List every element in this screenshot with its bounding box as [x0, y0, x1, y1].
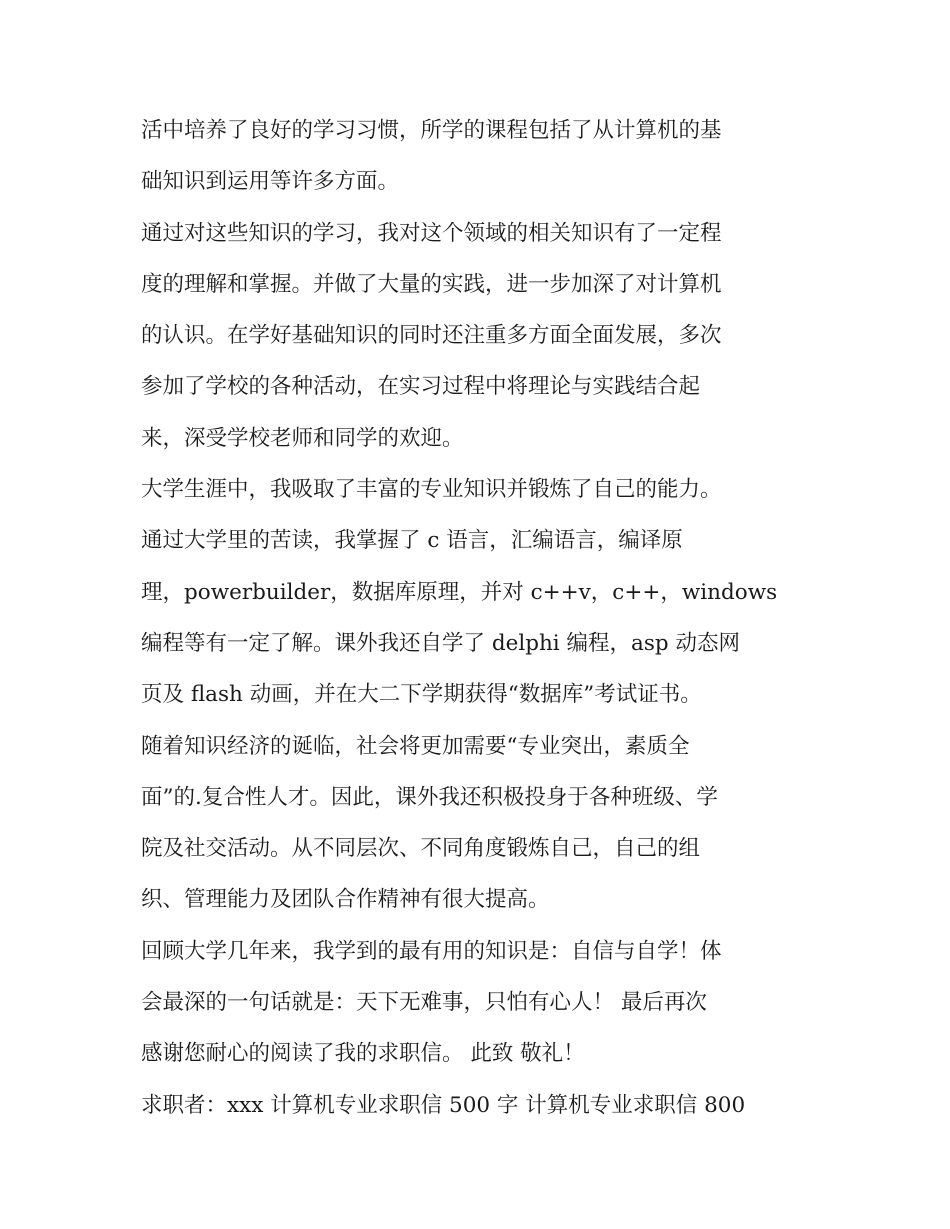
- text-line: 织、管理能力及团队合作精神有很大提高。: [141, 887, 550, 913]
- text-line: 参加了学校的各种活动，在实习过程中将理论与实践结合起: [141, 374, 701, 400]
- text-line: 的认识。在学好基础知识的同时还注重多方面全面发展，多次: [141, 323, 722, 349]
- text-line: 求职者：xxx 计算机专业求职信 500 字 计算机专业求职信 800: [141, 1092, 746, 1118]
- text-line: 理，powerbuilder，数据库原理，并对 c++v，c++，windows: [141, 579, 778, 605]
- text-line: 来，深受学校老师和同学的欢迎。: [141, 425, 464, 451]
- text-line: 院及社交活动。从不同层次、不同角度锻炼自己，自己的组: [141, 836, 701, 862]
- text-line: 通过大学里的苦读，我掌握了 c 语言，汇编语言，编译原: [141, 528, 683, 554]
- text-line: 编程等有一定了解。课外我还自学了 delphi 编程，asp 动态网: [141, 630, 740, 656]
- text-line: 页及 flash 动画，并在大二下学期获得“数据库”考试证书。: [141, 682, 702, 708]
- text-line: 回顾大学几年来，我学到的最有用的知识是：自信与自学！体: [141, 938, 722, 964]
- text-line: 通过对这些知识的学习，我对这个领域的相关知识有了一定程: [141, 220, 722, 246]
- text-line: 感谢您耐心的阅读了我的求职信。 此致 敬礼！: [141, 1041, 585, 1067]
- text-line: 会最深的一句话就是：天下无难事，只怕有心人！ 最后再次: [141, 990, 707, 1016]
- text-line: 活中培养了良好的学习习惯，所学的课程包括了从计算机的基: [141, 118, 722, 143]
- text-line: 度的理解和掌握。并做了大量的实践，进一步加深了对计算机: [141, 271, 722, 297]
- text-line: 面”的.复合性人才。因此，课外我还积极投身于各种班级、学: [141, 784, 718, 810]
- text-line: 础知识到运用等许多方面。: [141, 169, 400, 195]
- document-body: [141, 105, 821, 1131]
- text-line: 随着知识经济的诞临，社会将更加需要“专业突出，素质全: [141, 733, 690, 759]
- text-line: 大学生涯中，我吸取了丰富的专业知识并锻炼了自己的能力。: [141, 477, 722, 503]
